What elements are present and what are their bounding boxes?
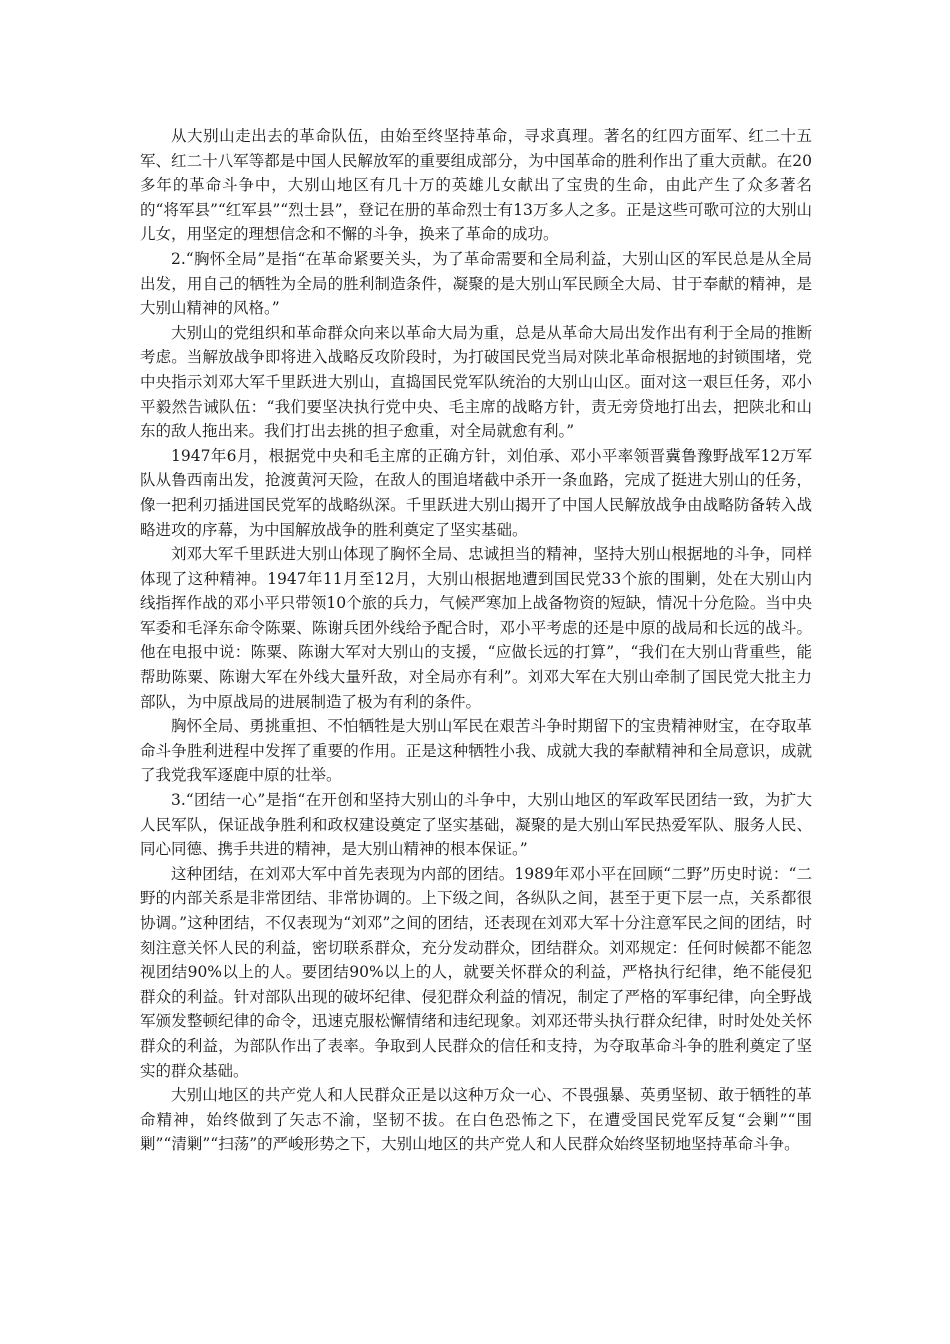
document-body xyxy=(140,124,812,1157)
paragraph-1: 从大别山走出去的革命队伍，由始至终坚持革命，寻求真理。著名的红四方面军、红二十五军、红二十八军等都是中国人民解放军的重要组成部分，为中国革命的胜利作出了重大贡献。在20多年的革命斗争中，大别山地区有几十万的英雄儿女献出了宝贵的生命，由此产生了众多著名的“将军县”“红军县”“烈士县”，登记在册的革命烈士有13万多人之多。正是这些可歌可泣的大别山儿女，用坚定的理想信念和不懈的斗争，换来了革命的成功。 xyxy=(140,127,812,244)
paragraph-5: 刘邓大军千里跃进大别山体现了胸怀全局、忠诚担当的精神，坚持大别山根据地的斗争，同样体现了这种精神。1947年11月至12月，大别山根据地遭到国民党33个旅的围剿，处在大别山内线指挥作战的邓小平只带领10个旅的兵力，气候严寒加上战备物资的短缺，情况十分危险。当中央军委和毛泽东命令陈粟、陈谢兵团外线给予配合时，邓小平考虑的还是中原的战局和长远的战斗。他在电报中说：陈粟、陈谢大军对大别山的支援，“应做长远的打算”，“我们在大别山背重些，能帮助陈粟、陈谢大军在外线大量歼敌，对全局亦有利”。刘邓大军在大别山牵制了国民党大批主力部队，为中原战局的进展制造了极为有利的条件。 xyxy=(140,545,812,711)
paragraph-8: 这种团结，在刘邓大军中首先表现为内部的团结。1989年邓小平在回顾“二野”历史时说：“二野的内部关系是非常团结、非常协调的。上下级之间，各纵队之间，甚至于更下层一点，关系都很协调。”这种团结，不仅表现为“刘邓”之间的团结，还表现在刘邓大军十分注意军民之间的团结，时刻注意关怀人民的利益，密切联系群众，充分发动群众，团结群众。刘邓规定：任何时候都不能忽视团结90%以上的人。要团结90%以上的人，就要关怀群众的利益，严格执行纪律，绝不能侵犯群众的利益。针对部队出现的破坏纪律、侵犯群众利益的情况，制定了严格的军事纪律，向全野战军颁发整顿纪律的命令，迅速克服松懈情绪和违纪现象。刘邓还带头执行群众纪律，时时处处关怀群众的利益，为部队作出了表率。争取到人民群众的信任和支持，为夺取革命斗争的胜利奠定了坚实的群众基础。 xyxy=(140,864,812,1080)
paragraph-6: 胸怀全局、勇挑重担、不怕牺牲是大别山军民在艰苦斗争时期留下的宝贵精神财宝，在夺取革命斗争胜利进程中发挥了重要的作用。正是这种牺牲小我、成就大我的奉献精神和全局意识，成就了我党我军逐鹿中原的壮举。 xyxy=(140,717,812,785)
paragraph-7: 3.“团结一心”是指“在开创和坚持大别山的斗争中，大别山地区的军政军民团结一致，为扩大人民军队，保证战争胜利和政权建设奠定了坚实基础，凝聚的是大别山军民热爱军队、服务人民、同心同德、携手共进的精神，是大别山精神的根本保证。” xyxy=(140,791,812,859)
paragraph-4: 1947年6月，根据党中央和毛主席的正确方针，刘伯承、邓小平率领晋冀鲁豫野战军12万军队从鲁西南出发，抢渡黄河天险，在敌人的围追堵截中杀开一条血路，完成了挺进大别山的任务，像一把利刃插进国民党军的战略纵深。千里跃进大别山揭开了中国人民解放战争由战略防备转入战略进攻的序幕，为中国解放战争的胜利奠定了坚实基础。 xyxy=(140,446,812,539)
paragraph-9: 大别山地区的共产党人和人民群众正是以这种万众一心、不畏强暴、英勇坚韧、敢于牺牲的革命精神，始终做到了矢志不渝，坚韧不拔。在白色恐怖之下，在遭受国民党军反复“会剿”“围剿”“清剿”“扫荡”的严峻形势之下，大别山地区的共产党人和人民群众始终坚韧地坚持革命斗争。 xyxy=(140,1086,812,1154)
paragraph-3: 大别山的党组织和革命群众向来以革命大局为重，总是从革命大局出发作出有利于全局的推断考虑。当解放战争即将进入战略反攻阶段时，为打破国民党当局对陕北革命根据地的封锁围堵，党中央指示刘邓大军千里跃进大别山，直捣国民党军队统治的大别山山区。面对这一艰巨任务，邓小平毅然告诫队伍：“我们要坚决执行党中央、毛主席的战略方针，责无旁贷地打出去，把陕北和山东的敌人拖出来。我们打出去挑的担子愈重，对全局就愈有利。” xyxy=(140,323,812,441)
paragraph-2: 2.“胸怀全局”是指“在革命紧要关头，为了革命需要和全局利益，大别山区的军民总是从全局出发，用自己的牺牲为全局的胜利制造条件，凝聚的是大别山军民顾全大局、甘于奉献的精神，是大别山精神的风格。” xyxy=(140,249,812,318)
